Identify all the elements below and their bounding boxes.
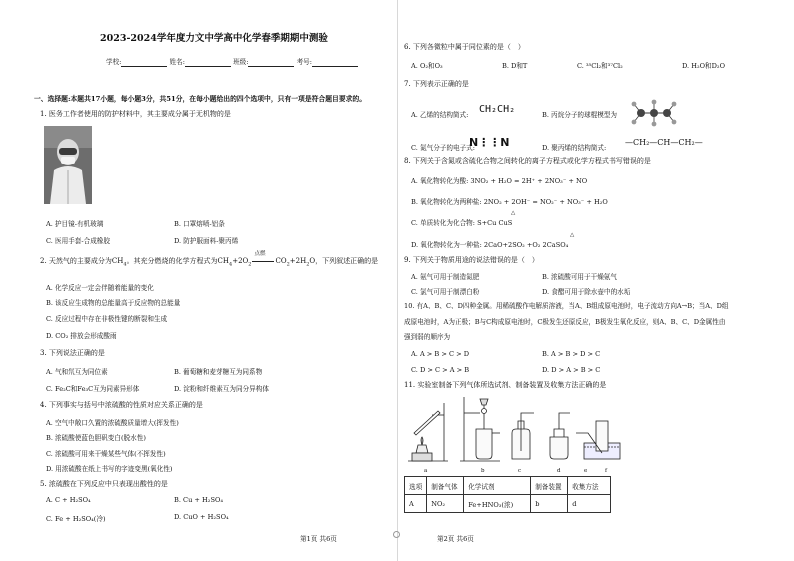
q8-option-c[interactable]: C. 单质转化为化合物: S+Cu CuS [411, 219, 513, 227]
apparatus-c [512, 413, 534, 459]
binding-hole-icon [393, 531, 400, 538]
table-header: 收集方法 [568, 477, 611, 495]
q8-c-condition: △ [511, 210, 516, 216]
class-blank[interactable] [248, 59, 294, 67]
label-f: f [605, 468, 608, 474]
q6-option-a[interactable]: A. O₂和O₃ [411, 62, 443, 70]
right-page [397, 0, 794, 561]
q11-table [404, 476, 611, 513]
q2-option-d[interactable]: D. CO₂ 排放会形成酸雨 [46, 332, 117, 340]
label-b: b [481, 468, 485, 474]
q11-apparatus-diagram [404, 393, 624, 473]
q1-option-b[interactable]: B. 口罩熔喷-铝条 [174, 220, 225, 228]
label-e: e [584, 468, 588, 474]
apparatus-a [408, 403, 448, 461]
footer-right: 第2页 共6页 [437, 535, 474, 543]
table-header: 化学试剂 [464, 477, 531, 495]
q3-option-c[interactable]: C. Fe₂C和Fe₃C互为同素异形体 [46, 385, 140, 393]
q7-option-b[interactable]: B. 丙烷分子的球棍模型为 [542, 111, 617, 119]
q4-stem: 4. 下列事实与括号中浓硫酸的性质对应关系正确的是 [40, 401, 203, 409]
info-class: 班级: [233, 58, 249, 66]
q10-option-d[interactable]: D. D > A > B > C [542, 366, 601, 374]
q3-stem: 3. 下列说法正确的是 [40, 349, 105, 357]
q4-option-d[interactable]: D. 用浓硫酸在纸上书写的字迹变黑(氧化性) [46, 465, 173, 473]
q11-stem: 11. 实验室制备下列气体所选试剂、制备装置及收集方法正确的是 [404, 381, 607, 389]
q9-option-c[interactable]: C. 氯气可用于制漂白粉 [411, 288, 480, 296]
q6-option-d[interactable]: D. H₂O和D₂O [682, 62, 725, 70]
q7-option-a[interactable]: A. 乙烯的结构简式: [411, 111, 469, 119]
q8-d-condition: △ [570, 232, 575, 238]
propane-ball-stick-model [631, 98, 677, 128]
q8-option-a[interactable]: A. 氧化物转化为酸: 3NO₂ + H₂O = 2H⁺ + 2NO₃⁻ + NO [411, 177, 588, 185]
q10-option-b[interactable]: B. A > B > D > C [542, 350, 601, 358]
table-cell: d [568, 495, 611, 513]
q6-stem: 6. 下列各微粒中属于同位素的是（ ） [404, 43, 525, 51]
q1-photo [44, 126, 92, 204]
q7-formula-a: CH₂CH₂ [479, 104, 516, 115]
q3-option-a[interactable]: A. 气和氘互为同位素 [46, 368, 108, 376]
q8-stem: 8. 下列关于含氮或含硫化合物之间转化的离子方程式或化学方程式书写错误的是 [404, 157, 651, 165]
q2-condition: 点燃 [254, 251, 266, 257]
q1-option-c[interactable]: C. 医用手套-合成橡胶 [46, 237, 110, 245]
q5-option-c[interactable]: C. Fe + H₂SO₄(冷) [46, 515, 106, 523]
q8-option-d[interactable]: D. 氧化物转化为一种盐: 2CaO+2SO₂ +O₂ 2CaSO₄ [411, 241, 569, 249]
info-school: 学校: [106, 58, 122, 66]
q8-option-b[interactable]: B. 氧化物转化为两种盐: 2NO₂ + 2OH⁻ = NO₂⁻ + NO₃⁻ + H₂O [411, 198, 608, 206]
q2-option-a[interactable]: A. 化学反应一定会伴随着能量的变化 [46, 284, 154, 292]
table-cell: NO₂ [427, 495, 464, 513]
label-c: c [518, 468, 522, 474]
label-d: d [557, 468, 561, 474]
q5-option-a[interactable]: A. C + H₂SO₄ [46, 496, 91, 504]
table-header: 制备气体 [427, 477, 464, 495]
name-blank[interactable] [185, 59, 231, 67]
q9-stem: 9. 下列关于物质用途的说法错误的是（ ） [404, 256, 539, 264]
exam-title: 2023-2024学年度力文中学高中化学春季期期中测验 [100, 33, 328, 44]
info-number: 考号: [296, 58, 313, 66]
q10-option-c[interactable]: C. D > C > A > B [411, 366, 470, 374]
apparatus-b [460, 397, 500, 461]
q7-option-c[interactable]: C. 氮气分子的电子式: [411, 144, 475, 152]
q9-option-d[interactable]: D. 食醋可用于除水壶中的水垢 [542, 288, 631, 296]
q2-stem: 2. 天然气的主要成分为$CH_4$。其充分燃烧的化学方程式为$CH_4+2O_2$ 点燃 $CO_2+2H_2O$，下列叙述正确的是 [40, 251, 379, 268]
q2-option-c[interactable]: C. 反应过程中存在非极性键的断裂和生成 [46, 315, 168, 323]
info-name: 姓名: [169, 58, 185, 66]
q9-option-b[interactable]: B. 浓硫酸可用于干燥氨气 [542, 273, 617, 281]
q7-stem: 7. 下列表示正确的是 [404, 80, 469, 88]
q7-formula-c: N⋮⋮N [469, 136, 510, 149]
q3-option-d[interactable]: D. 淀粉和纤维素互为同分异构体 [174, 385, 269, 393]
q10-option-a[interactable]: A. A > B > C > D [411, 350, 470, 358]
table-cell: A [405, 495, 427, 513]
q5-option-b[interactable]: B. Cu + H₂SO₄ [174, 496, 224, 504]
q10-stem-line1: 10. 有A、B、C、D四种金属。用稀硫酸作电解质溶液，当A、B组成原电池时，电子流动方向A→B；当A、D组 [404, 302, 729, 310]
q10-stem-line3: 强到弱的顺序为 [404, 333, 451, 341]
q3-option-b[interactable]: B. 葡萄糖和麦芽糖互为同系物 [174, 368, 263, 376]
q6-option-c[interactable]: C. ³⁵Cl₂和³⁷Cl₂ [577, 62, 623, 70]
q4-option-c[interactable]: C. 浓硫酸可用来干燥某些气体(不挥发性) [46, 450, 166, 458]
apparatus-e [576, 421, 620, 459]
table-cell: b [531, 495, 568, 513]
label-a: a [424, 468, 428, 474]
q10-stem-line2: 成原电池时，A为正极；B与C构成原电池时，C极发生还原反应，B极发生氧化反应，则A、B、C、D金属性由 [404, 318, 726, 326]
section-heading: 一、选择题:本题共17小题，每小题3分，共51分，在每小题给出的四个选项中，只有一项是符合题目要求的。 [34, 95, 367, 103]
table-header: 制备装置 [531, 477, 568, 495]
school-blank[interactable] [121, 59, 167, 67]
q7-option-d[interactable]: D. 聚丙烯的结构简式: [542, 144, 607, 152]
student-info [106, 58, 358, 67]
footer-left: 第1页 共6页 [300, 535, 337, 543]
q1-option-a[interactable]: A. 护目镜-有机玻璃 [46, 220, 104, 228]
q9-option-a[interactable]: A. 氨气可用于制造氮肥 [411, 273, 480, 281]
q6-option-b[interactable]: B. D和T [502, 62, 528, 70]
number-blank[interactable] [312, 59, 358, 67]
q7-formula-d: —CH₂—CH—CH₂— [625, 138, 703, 147]
apparatus-d [550, 413, 570, 459]
q5-option-d[interactable]: D. CuO + H₂SO₄ [174, 513, 229, 521]
table-cell: Fe+HNO₃(浓) [464, 495, 531, 513]
table-row[interactable] [405, 495, 611, 513]
q2-option-b[interactable]: B. 该反应生成物的总能量高于反应物的总能量 [46, 299, 181, 307]
table-header-row [405, 477, 611, 495]
q1-option-d[interactable]: D. 防护服面料-聚丙烯 [174, 237, 239, 245]
table-header: 选项 [405, 477, 427, 495]
q4-option-a[interactable]: A. 空气中敞口久置的浓硫酸质量增大(挥发性) [46, 419, 179, 427]
q5-stem: 5. 浓硫酸在下列反应中只表现出酸性的是 [40, 480, 168, 488]
q4-option-b[interactable]: B. 浓硫酸使蓝色胆矾变白(脱水性) [46, 434, 146, 442]
q1-stem: 1. 医务工作者使用的防护材料中，其主要成分属于无机物的是 [40, 110, 231, 118]
